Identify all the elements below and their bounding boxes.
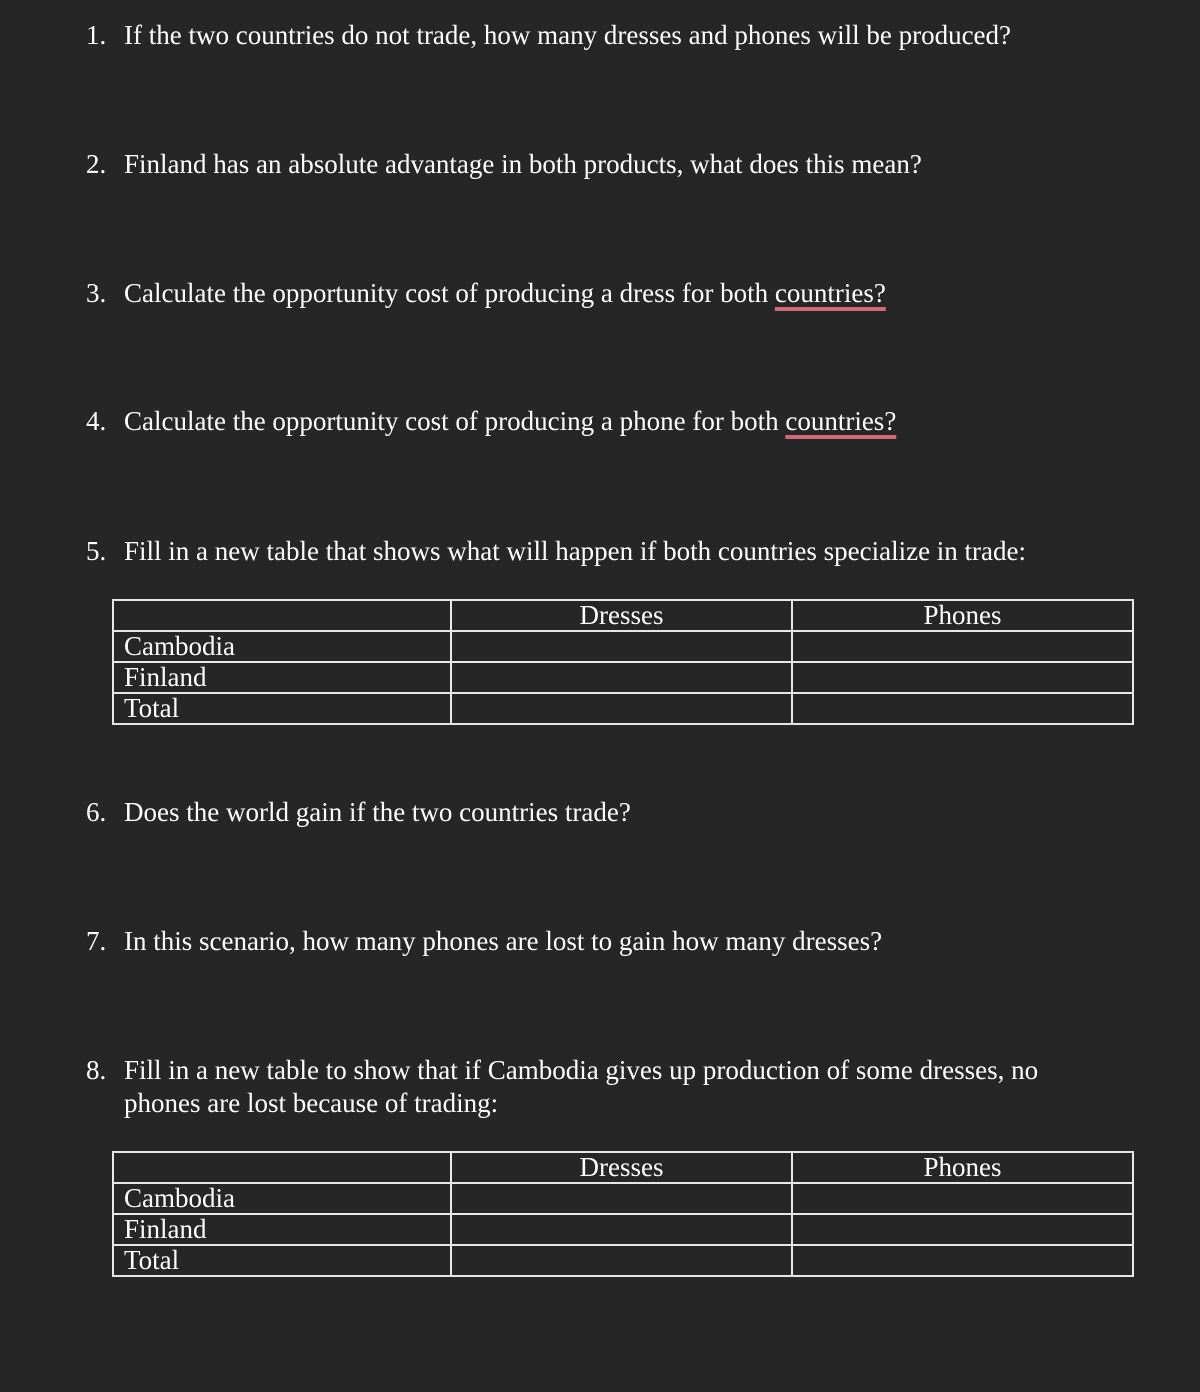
spellcheck-marked-word[interactable]: countries? (774, 278, 886, 308)
trade-table (112, 1151, 1134, 1277)
question-3 (86, 277, 886, 310)
spellcheck-marked-word[interactable]: countries? (785, 406, 897, 436)
cell-cambodia-phones[interactable] (792, 631, 1133, 662)
question-number: 1. (86, 20, 107, 50)
question-text: Calculate the opportunity cost of producing a dress for both (124, 278, 775, 308)
row-label-finland: Finland (113, 662, 451, 693)
row-label-total: Total (113, 1245, 451, 1276)
question-number: 3. (86, 278, 107, 308)
cell-total-phones[interactable] (792, 693, 1133, 724)
specialization-table (112, 599, 1134, 725)
cell-total-phones[interactable] (792, 1245, 1133, 1276)
table-row (113, 631, 1133, 662)
row-label-cambodia: Cambodia (113, 631, 451, 662)
question-text: Finland has an absolute advantage in both products, what does this mean? (124, 149, 922, 179)
table-header-dresses: Dresses (451, 600, 792, 631)
cell-finland-dresses[interactable] (451, 662, 792, 693)
question-text: Calculate the opportunity cost of producing a phone for both (124, 406, 786, 436)
cell-cambodia-dresses[interactable] (451, 1183, 792, 1214)
question-5 (86, 535, 1026, 568)
question-number: 5. (86, 536, 107, 566)
cell-cambodia-phones[interactable] (792, 1183, 1133, 1214)
table-header-row (113, 600, 1133, 631)
cell-finland-dresses[interactable] (451, 1214, 792, 1245)
table-row (113, 662, 1133, 693)
table-header-row (113, 1152, 1133, 1183)
table-header-blank (113, 600, 451, 631)
question-number: 4. (86, 406, 107, 436)
question-7 (86, 925, 882, 958)
table-header-phones: Phones (792, 600, 1133, 631)
table-row (113, 1183, 1133, 1214)
question-number: 2. (86, 149, 107, 179)
cell-total-dresses[interactable] (451, 1245, 792, 1276)
cell-cambodia-dresses[interactable] (451, 631, 792, 662)
row-label-cambodia: Cambodia (113, 1183, 451, 1214)
table-row (113, 1245, 1133, 1276)
question-1 (86, 19, 1011, 52)
cell-finland-phones[interactable] (792, 662, 1133, 693)
table-header-blank (113, 1152, 451, 1183)
question-2 (86, 148, 922, 181)
question-text: In this scenario, how many phones are lost to gain how many dresses? (124, 926, 883, 956)
table-header-dresses: Dresses (451, 1152, 792, 1183)
table-header-phones: Phones (792, 1152, 1133, 1183)
table-row (113, 693, 1133, 724)
question-number: 6. (86, 797, 107, 827)
question-number: 7. (86, 926, 107, 956)
question-8 (86, 1054, 1038, 1120)
question-text-line-1: Fill in a new table to show that if Cambodia gives up production of some dresses, no (124, 1055, 1039, 1085)
question-number: 8. (86, 1055, 107, 1085)
row-label-total: Total (113, 693, 451, 724)
question-text: Fill in a new table that shows what will happen if both countries specialize in trade: (124, 536, 1027, 566)
table-row (113, 1214, 1133, 1245)
question-6 (86, 796, 631, 829)
row-label-finland: Finland (113, 1214, 451, 1245)
question-text-line-2: phones are lost because of trading: (124, 1088, 499, 1118)
cell-total-dresses[interactable] (451, 693, 792, 724)
question-text: Does the world gain if the two countries trade? (124, 797, 631, 827)
question-text: If the two countries do not trade, how many dresses and phones will be produced? (124, 20, 1012, 50)
cell-finland-phones[interactable] (792, 1214, 1133, 1245)
question-4 (86, 405, 896, 438)
